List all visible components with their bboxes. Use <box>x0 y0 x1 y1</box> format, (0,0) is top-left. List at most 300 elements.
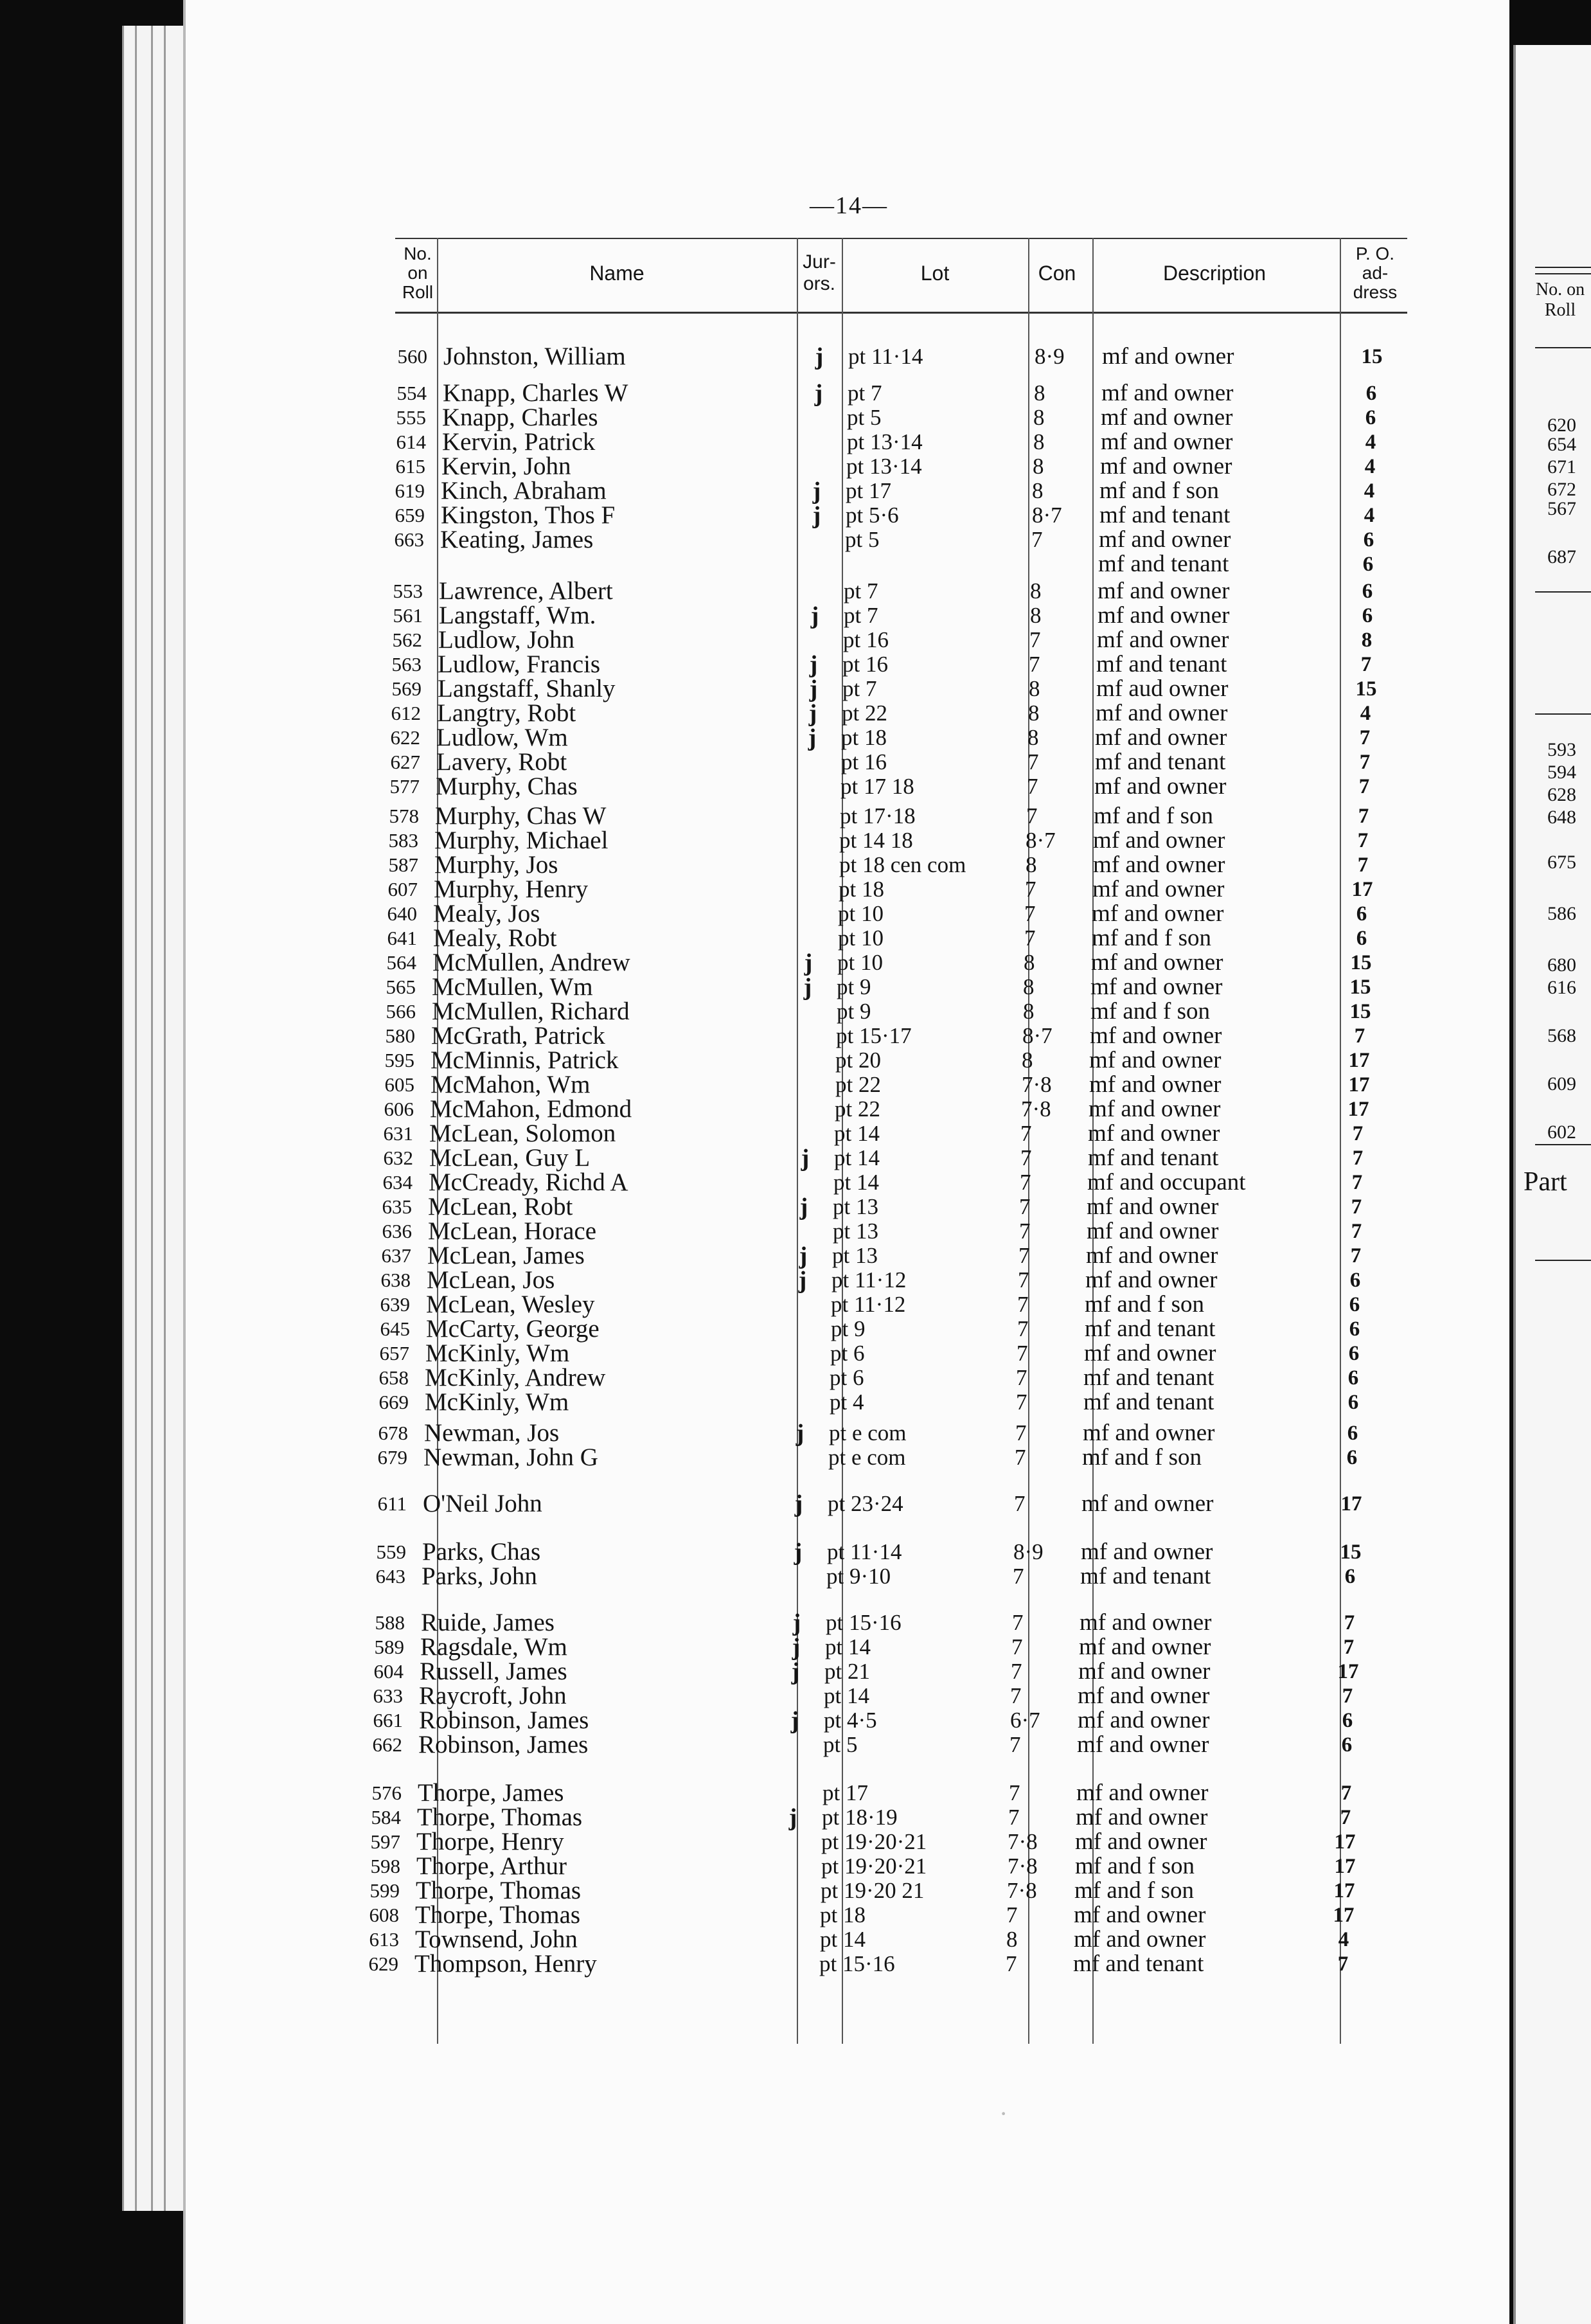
lot-value: pt e com <box>828 1445 906 1470</box>
concession-value: 7 <box>1010 1683 1022 1708</box>
roll-number: 605 <box>384 1073 414 1096</box>
description-value: mf and owner <box>1079 1634 1211 1660</box>
concession-value: 7 <box>1027 774 1038 799</box>
roll-number: 622 <box>390 726 420 749</box>
concession-value: 7 <box>1026 803 1038 828</box>
adjacent-roll-number: 687 <box>1547 546 1576 568</box>
roll-number: 588 <box>375 1611 405 1634</box>
lot-value: pt 15·17 <box>836 1023 912 1048</box>
juror-mark: j <box>808 724 817 751</box>
table-row <box>0 1610 1478 1636</box>
resident-name: Russell, James <box>420 1658 567 1685</box>
table-row <box>0 701 1478 726</box>
table-row <box>0 1634 1478 1660</box>
roll-number: 560 <box>397 345 427 368</box>
po-address-value: 7 <box>1351 1171 1363 1194</box>
roll-number: 578 <box>389 805 419 827</box>
lot-value: pt 17 18 <box>840 774 914 799</box>
adjacent-roll-number: 672 <box>1547 479 1576 500</box>
adjacent-rule <box>1535 1260 1591 1261</box>
resident-name: McLean, Robt <box>428 1193 573 1220</box>
lot-value: pt 5 <box>847 405 882 430</box>
lot-value: pt 17 <box>822 1780 868 1805</box>
lot-value: pt 18 <box>839 877 884 902</box>
concession-value: 7 <box>1014 1491 1026 1516</box>
po-address-value: 17 <box>1333 1879 1355 1902</box>
description-value: mf and owner <box>1084 1340 1216 1366</box>
resident-name: McMullen, Richard <box>432 997 630 1025</box>
description-value: mf and owner <box>1097 627 1229 653</box>
roll-number: 583 <box>388 829 418 852</box>
resident-name: Lavery, Robt <box>436 748 567 776</box>
table-row <box>0 999 1478 1024</box>
juror-mark: j <box>815 343 824 370</box>
juror-mark: j <box>809 675 818 702</box>
juror-mark: j <box>808 700 817 727</box>
concession-value: 7 <box>1019 1219 1031 1244</box>
description-value: mf and owner <box>1087 1218 1219 1244</box>
roll-number: 580 <box>385 1024 415 1047</box>
table-row <box>0 1708 1478 1733</box>
resident-name: McLean, Wesley <box>426 1291 595 1318</box>
roll-number: 584 <box>371 1806 401 1828</box>
lot-value: pt 5 <box>845 527 880 552</box>
table-row <box>0 1683 1478 1709</box>
lot-value: pt 11·12 <box>831 1267 907 1292</box>
juror-mark: j <box>796 1420 804 1447</box>
roll-number: 614 <box>396 431 426 453</box>
roll-number: 635 <box>382 1195 412 1218</box>
table-row <box>0 652 1478 677</box>
description-value: mf and owner <box>1087 1193 1219 1220</box>
roll-number: 639 <box>380 1293 410 1316</box>
table-row <box>0 1420 1478 1446</box>
concession-value: 7 <box>1013 1564 1024 1589</box>
roll-number: 576 <box>371 1782 402 1804</box>
resident-name: Langstaff, Wm. <box>439 602 596 629</box>
lot-value: pt 5·6 <box>846 503 899 528</box>
roll-number: 679 <box>377 1446 407 1469</box>
resident-name: Ludlow, Francis <box>438 650 601 678</box>
concession-value: 7 <box>1006 1951 1017 1976</box>
adjacent-rule <box>1535 1144 1591 1145</box>
description-value: mf and owner <box>1075 1828 1207 1855</box>
description-value: mf and owner <box>1089 1047 1222 1073</box>
concession-value: 7 <box>1015 1420 1027 1445</box>
description-value: mf and tenant <box>1088 1145 1219 1171</box>
po-address-value: 7 <box>1342 1685 1353 1708</box>
juror-mark: j <box>809 651 818 678</box>
po-address-value: 7 <box>1358 775 1370 798</box>
table-row <box>0 344 1478 370</box>
concession-value: 7 <box>1012 1610 1024 1635</box>
table-row <box>0 1927 1478 1953</box>
roll-number: 619 <box>395 479 425 502</box>
concession-value: 8 <box>1006 1927 1018 1952</box>
po-address-value: 6 <box>1362 553 1374 576</box>
resident-name: McMahon, Wm <box>431 1071 591 1098</box>
roll-number: 607 <box>387 878 418 900</box>
resident-name: McLean, Guy L <box>429 1144 591 1172</box>
lot-value: pt 6 <box>830 1341 865 1366</box>
lot-value: pt 13·14 <box>847 429 923 454</box>
resident-name: Newman, Jos <box>424 1419 560 1447</box>
concession-value: 7 <box>1009 1732 1021 1757</box>
resident-name: Thorpe, Thomas <box>417 1803 583 1831</box>
resident-name: Kinch, Abraham <box>441 477 607 505</box>
description-value: mf and owner <box>1098 602 1230 629</box>
resident-name: McLean, Horace <box>428 1217 597 1245</box>
roll-number: 627 <box>390 751 420 773</box>
lot-value: pt 23·24 <box>828 1491 903 1516</box>
resident-name: Ludlow, John <box>438 626 574 654</box>
juror-mark: j <box>792 1634 801 1661</box>
adjacent-roll-number: 568 <box>1547 1025 1576 1046</box>
lot-value: pt 7 <box>848 380 882 406</box>
table-row <box>0 1145 1478 1171</box>
roll-number: 629 <box>368 1953 398 1975</box>
concession-value: 7 <box>1024 925 1036 951</box>
lot-value: pt 14 <box>824 1683 869 1708</box>
roll-number: 632 <box>383 1147 413 1169</box>
lot-value: pt 4 <box>830 1390 864 1415</box>
header-con: Con <box>1038 262 1076 285</box>
resident-name: Parks, John <box>422 1562 537 1590</box>
table-row <box>0 1243 1478 1269</box>
roll-number: 608 <box>369 1904 399 1926</box>
concession-value: 7·8 <box>1008 1829 1038 1854</box>
concession-value: 8 <box>1029 676 1040 701</box>
po-address-value: 6 <box>1347 1422 1358 1445</box>
description-value: mf and owner <box>1081 1539 1213 1565</box>
description-value: mf and owner <box>1074 1902 1206 1928</box>
table-row <box>0 1659 1478 1685</box>
lot-value: pt 13 <box>833 1219 878 1244</box>
concession-value: 7 <box>1029 652 1040 677</box>
lot-value: pt 11·14 <box>827 1539 902 1564</box>
concession-value: 7 <box>1006 1902 1018 1927</box>
table-row <box>0 1445 1478 1470</box>
po-address-value: 15 <box>1340 1541 1362 1564</box>
description-value: mf and tenant <box>1083 1389 1214 1415</box>
po-address-value: 7 <box>1343 1636 1355 1659</box>
resident-name: Thorpe, Henry <box>416 1828 564 1855</box>
adjacent-roll-number: 620 <box>1547 415 1576 436</box>
header-rule <box>395 312 1407 314</box>
lot-value: pt 5 <box>823 1732 858 1757</box>
description-value: mf and owner <box>1099 526 1231 553</box>
resident-name: Murphy, Jos <box>434 851 558 879</box>
roll-number: 669 <box>378 1391 409 1413</box>
table-row <box>0 1219 1478 1244</box>
table-row <box>0 1096 1478 1122</box>
po-address-value: 6 <box>1365 382 1377 405</box>
table-row <box>0 877 1478 902</box>
roll-number: 589 <box>374 1636 404 1658</box>
concession-value: 8·7 <box>1026 828 1056 853</box>
po-address-value: 4 <box>1364 455 1376 478</box>
resident-name: Robinson, James <box>418 1731 589 1758</box>
lot-value: pt 16 <box>842 652 888 677</box>
description-value: mf and f son <box>1075 1853 1195 1879</box>
adjacent-roll-number: 594 <box>1547 762 1576 783</box>
description-value: mf and tenant <box>1096 651 1227 677</box>
po-address-value: 7 <box>1351 1195 1362 1219</box>
adjacent-roll-number: 675 <box>1547 852 1576 873</box>
po-address-value: 7 <box>1340 1806 1351 1829</box>
concession-value: 8 <box>1028 701 1040 726</box>
table-row <box>0 676 1478 702</box>
table-row <box>0 1267 1478 1293</box>
table-row <box>0 974 1478 1000</box>
roll-number: 663 <box>394 528 424 551</box>
lot-value: pt 10 <box>837 950 883 975</box>
po-address-value: 6 <box>1356 902 1367 925</box>
resident-name: McLean, Jos <box>427 1266 555 1294</box>
lot-value: pt 19·20·21 <box>821 1854 927 1879</box>
adjacent-roll-number: 654 <box>1547 434 1576 455</box>
table-row <box>0 1292 1478 1318</box>
roll-number: 555 <box>396 406 426 429</box>
table-row <box>0 1951 1478 1977</box>
table-row <box>0 503 1478 528</box>
concession-value: 7 <box>1025 877 1036 902</box>
description-value: mf and owner <box>1098 578 1230 604</box>
roll-number: 565 <box>386 976 416 998</box>
concession-value: 7 <box>1024 901 1036 926</box>
header-po-address: P. O. ad- dress <box>1353 244 1398 302</box>
lot-value: pt 19·20·21 <box>821 1829 927 1854</box>
lot-value: pt 10 <box>838 925 884 951</box>
description-value: mf and owner <box>1095 724 1227 751</box>
lot-value: pt 14 <box>825 1634 871 1659</box>
adjacent-header: No. on Roll <box>1535 280 1585 320</box>
roll-number: 595 <box>384 1049 414 1071</box>
resident-name: Ludlow, Wm <box>436 724 568 751</box>
po-address-value: 15 <box>1349 1000 1371 1023</box>
resident-name: Ruide, James <box>421 1609 555 1636</box>
table-row <box>0 1365 1478 1391</box>
roll-number: 638 <box>380 1269 411 1291</box>
juror-mark: j <box>814 380 823 407</box>
roll-number: 566 <box>386 1000 416 1023</box>
table-row <box>0 749 1478 775</box>
concession-value: 7 <box>1017 1292 1029 1317</box>
roll-number: 633 <box>373 1685 403 1707</box>
concession-value: 7 <box>1011 1634 1023 1659</box>
adjacent-word: Part <box>1524 1167 1567 1197</box>
header-jurors: Jur- ors. <box>803 251 836 294</box>
lot-value: pt 7 <box>844 578 878 603</box>
po-address-value: 6 <box>1365 406 1376 429</box>
juror-mark: j <box>792 1609 801 1636</box>
resident-name: McKinly, Andrew <box>425 1364 606 1391</box>
po-address-value: 7 <box>1357 854 1369 877</box>
lot-value: pt 13 <box>833 1194 878 1219</box>
roll-number: 659 <box>395 504 425 526</box>
po-address-value: 7 <box>1352 1147 1364 1170</box>
concession-value: 7 <box>1017 1341 1028 1366</box>
juror-mark: j <box>810 602 819 629</box>
table-row <box>0 852 1478 878</box>
po-address-value: 15 <box>1355 677 1377 701</box>
resident-name: Lawrence, Albert <box>439 577 613 605</box>
po-address-value: 17 <box>1340 1492 1362 1515</box>
table-header <box>395 235 1407 315</box>
concession-value: 7 <box>1009 1780 1020 1805</box>
description-value: mf and owner <box>1093 852 1225 878</box>
table-row <box>0 1539 1478 1565</box>
table-row <box>0 901 1478 927</box>
description-value: mf and owner <box>1089 1096 1221 1122</box>
roll-number: 604 <box>373 1660 404 1683</box>
resident-name: McMullen, Andrew <box>432 949 630 976</box>
table-row <box>0 1072 1478 1098</box>
resident-name: McGrath, Patrick <box>431 1022 605 1050</box>
table-row <box>0 454 1478 479</box>
roll-number: 637 <box>381 1244 411 1267</box>
roll-number: 636 <box>382 1220 412 1242</box>
table-row <box>0 803 1478 829</box>
roll-number: 657 <box>379 1342 409 1364</box>
description-value: mf and f son <box>1074 1877 1194 1904</box>
po-address-value: 6 <box>1344 1565 1356 1588</box>
juror-mark: j <box>798 1267 807 1294</box>
po-address-value: 6 <box>1356 927 1367 950</box>
po-address-value: 7 <box>1350 1244 1362 1267</box>
resident-name: Murphy, Michael <box>434 827 609 854</box>
resident-name: Thorpe, Thomas <box>416 1877 582 1904</box>
lot-value: pt 11·12 <box>831 1292 906 1317</box>
concession-value: 7 <box>1019 1194 1031 1219</box>
po-address-value: 7 <box>1337 1953 1349 1976</box>
lot-value: pt 4·5 <box>824 1708 877 1733</box>
lot-value: pt 6 <box>830 1365 864 1390</box>
concession-value: 7·8 <box>1008 1854 1038 1879</box>
description-value: mf aud owner <box>1096 675 1229 702</box>
table-row <box>0 429 1478 455</box>
adjacent-rule <box>1535 713 1591 715</box>
description-value: mf and owner <box>1076 1804 1208 1830</box>
roll-number: 597 <box>370 1830 400 1853</box>
lot-value: pt 9·10 <box>826 1564 891 1589</box>
resident-name: Keating, James <box>440 526 594 553</box>
roll-number: 658 <box>378 1366 409 1389</box>
description-value: mf and owner <box>1078 1658 1211 1685</box>
description-value: mf and owner <box>1100 453 1232 479</box>
po-address-value: 15 <box>1349 976 1371 999</box>
lot-value: pt 15·16 <box>826 1610 902 1635</box>
po-address-value: 7 <box>1359 751 1371 774</box>
table-row <box>0 1170 1478 1195</box>
resident-name: Mealy, Jos <box>433 900 540 927</box>
header-no-on-roll: No. on Roll <box>402 244 434 302</box>
table-row <box>0 774 1478 800</box>
resident-name: Kervin, John <box>441 452 571 480</box>
juror-mark: j <box>801 1145 810 1172</box>
juror-mark: j <box>791 1658 800 1685</box>
resident-name: Thompson, Henry <box>414 1950 597 1978</box>
lot-value: pt 18 <box>841 725 887 750</box>
po-address-value: 17 <box>1334 1855 1356 1878</box>
adjacent-roll-number: 586 <box>1547 903 1576 924</box>
table-row <box>0 1854 1478 1879</box>
description-value: mf and f son <box>1085 1291 1204 1318</box>
resident-name: McMinnis, Patrick <box>431 1046 619 1074</box>
table-row <box>0 627 1478 653</box>
lot-value: pt 9 <box>837 999 871 1024</box>
roll-number: 577 <box>389 775 420 798</box>
resident-name: Knapp, Charles <box>442 404 598 431</box>
resident-name: Parks, Chas <box>422 1538 541 1566</box>
roll-number: 561 <box>393 604 423 627</box>
description-value: mf and f son <box>1099 478 1219 504</box>
juror-mark: j <box>804 949 813 976</box>
lot-value: pt 10 <box>838 901 884 926</box>
concession-value: 7 <box>1031 527 1043 552</box>
po-address-value: 4 <box>1360 702 1371 725</box>
table-row <box>0 603 1478 629</box>
roll-number: 606 <box>384 1098 414 1120</box>
roll-number: 631 <box>383 1122 413 1145</box>
concession-value: 7·8 <box>1021 1096 1051 1122</box>
concession-value: 7 <box>1018 1243 1030 1268</box>
po-address-value: 15 <box>1361 345 1383 368</box>
resident-name: McKinly, Wm <box>425 1388 569 1416</box>
table-row <box>0 1316 1478 1342</box>
roll-number: 678 <box>378 1422 408 1444</box>
adjacent-rule <box>1535 267 1591 268</box>
table-row <box>0 1194 1478 1220</box>
roll-number: 559 <box>376 1541 406 1563</box>
description-value: mf and owner <box>1085 1267 1218 1293</box>
description-value: mf and owner <box>1088 1120 1220 1147</box>
lot-value: pt 9 <box>837 974 871 999</box>
po-address-value: 6 <box>1349 1269 1361 1292</box>
description-value: mf and owner <box>1102 343 1234 370</box>
table-row <box>0 1491 1478 1517</box>
table-row <box>0 1732 1478 1758</box>
roll-number: 564 <box>386 951 416 974</box>
adjacent-roll-number: 602 <box>1547 1122 1576 1143</box>
concession-value: 7 <box>1020 1145 1032 1170</box>
description-value: mf and owner <box>1081 1490 1214 1517</box>
lot-value: pt 20 <box>835 1048 881 1073</box>
roll-number: 613 <box>369 1928 399 1951</box>
po-address-value: 6 <box>1347 1366 1359 1390</box>
po-address-value: 17 <box>1333 1904 1355 1927</box>
po-address-value: 7 <box>1344 1611 1355 1634</box>
concession-value: 8·9 <box>1035 344 1065 369</box>
roll-number: 563 <box>391 653 422 675</box>
adjacent-roll-number: 680 <box>1547 954 1576 976</box>
resident-name: Johnston, William <box>443 343 626 370</box>
po-address-value: 6 <box>1349 1293 1360 1316</box>
po-address-value: 6 <box>1362 604 1373 627</box>
table-row <box>0 725 1478 751</box>
po-address-value: 17 <box>1337 1660 1359 1683</box>
juror-mark: j <box>794 1490 803 1517</box>
lot-value: pt 13 <box>832 1243 878 1268</box>
concession-value: 7 <box>1016 1390 1027 1415</box>
po-address-value: 4 <box>1364 479 1375 503</box>
po-address-value: 15 <box>1350 951 1372 974</box>
lot-value: pt 14 <box>820 1927 866 1952</box>
lot-value: pt 14 <box>833 1170 879 1195</box>
table-row <box>0 1902 1478 1928</box>
adjacent-roll-number: 671 <box>1547 456 1576 478</box>
adjacent-roll-number: 628 <box>1547 784 1576 805</box>
